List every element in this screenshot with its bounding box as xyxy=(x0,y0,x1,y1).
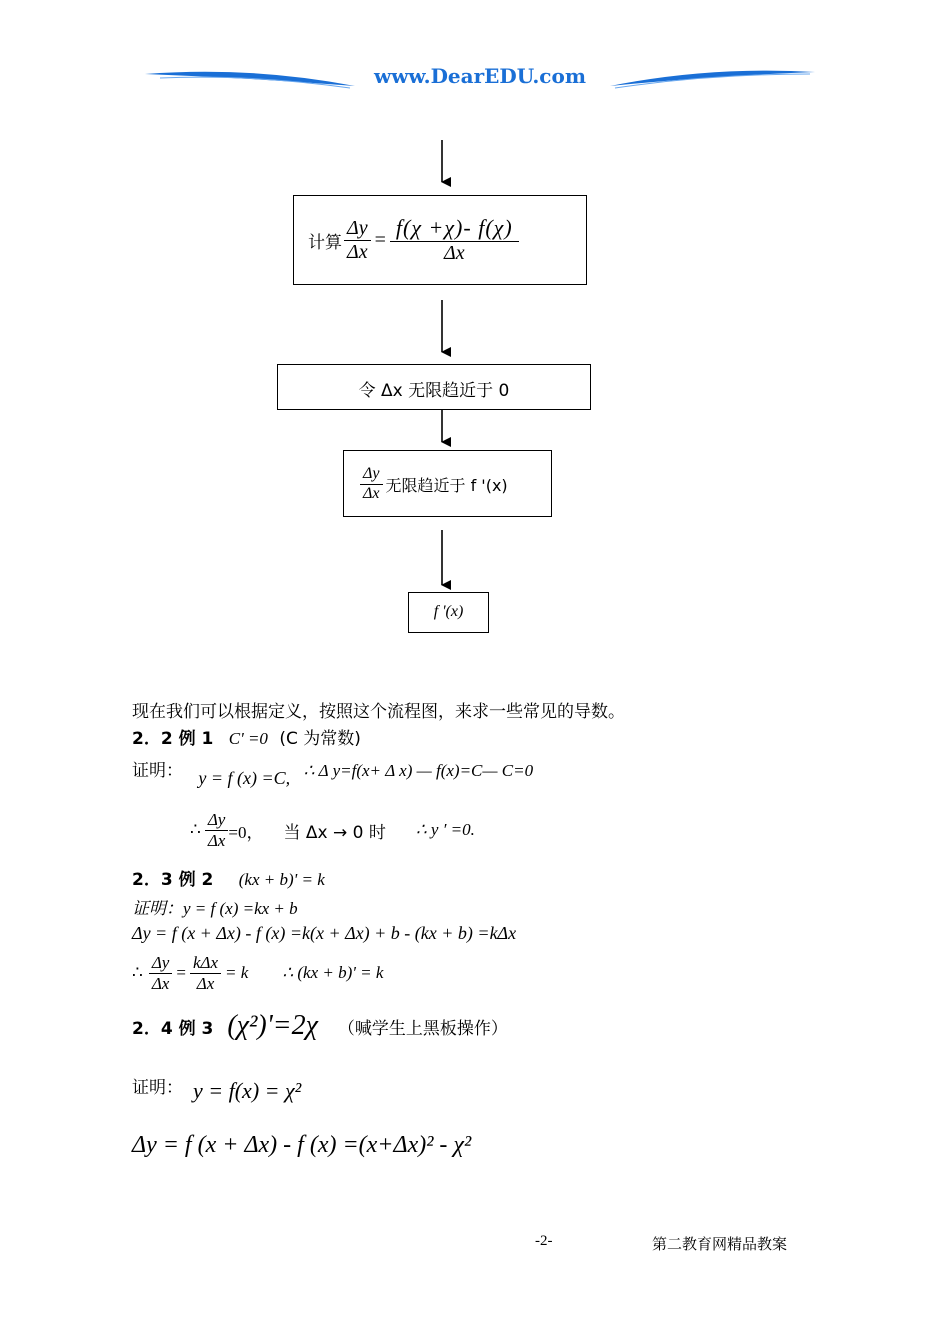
equals-sign: = xyxy=(374,228,386,251)
approach-text: 无限趋近于 f '(x) xyxy=(385,475,508,495)
fraction-ex1: $\frac{\Delta y}{\Delta x}$ xyxy=(205,810,229,850)
example-1-proof: 证明： y = f (x) =C, ∴ Δ y=f(x+ Δ x) — f(x)=C— C=0 xyxy=(132,761,534,788)
example-2-heading: 2．3 例 2 (kx + b)' = k xyxy=(132,870,325,890)
flow-box-approach xyxy=(343,450,552,517)
fraction-ex2-left: $\frac{\Delta y}{\Delta x}$ xyxy=(149,953,173,993)
fraction-ex2-right: $\frac{\text{kΔx}}{\Delta x}$ xyxy=(190,953,221,993)
example-1-conclusion: ∴ $\frac{\Delta y}{\Delta x}$ =0， 当 Δx → 0 时 ∴ y ′ =0. xyxy=(190,810,475,850)
example-2-proof: 证明：y = f (x) =kx + b xyxy=(132,899,298,918)
site-title[interactable]: www.DearEDU.com xyxy=(373,64,586,88)
page-number: -2- xyxy=(535,1233,553,1249)
example-3-delta: Δy = f (x + Δx) - f (x) =(x+Δx)² - χ² xyxy=(132,1132,472,1158)
compute-label: 计算 xyxy=(308,232,342,253)
intro-paragraph: 现在我们可以根据定义，按照这个流程图，来求一些常见的导数。 xyxy=(132,702,625,722)
example-2-delta: Δy = f (x + Δx) - f (x) =k(x + Δx) + b - (kx + b) =kΔx xyxy=(132,923,517,943)
flow-box-limit xyxy=(277,364,591,410)
footer-source: 第二教育网精品教案 xyxy=(652,1235,788,1253)
flow-box-result xyxy=(408,592,489,633)
example-2-conclusion: ∴ $\frac{\Delta y}{\Delta x}$ = $\frac{\text{kΔx}}{\Delta x}$ = k ∴ (kx + b)' = k xyxy=(132,953,384,993)
flow-box-compute xyxy=(293,195,587,285)
fraction-dy-dx-small: $\frac{\Delta y}{\Delta x}$ xyxy=(360,465,383,503)
example-1-heading: 2．2 例 1 C' =0 (C 为常数) xyxy=(132,729,361,749)
example-3-proof: 证明： y = f(x) = χ² xyxy=(132,1077,302,1103)
fraction-difference: $\frac{f(\chi +\chi)- f(\chi)}{\Delta x}$ xyxy=(390,215,519,264)
limit-text: 令 Δx 无限趋近于 0 xyxy=(358,381,510,401)
example-3-heading: 2．4 例 3 (χ²)'=2χ （喊学生上黑板操作） xyxy=(132,1010,508,1041)
fraction-dy-dx: $\frac{\Delta y}{\Delta x}$ xyxy=(344,217,371,264)
result-text: f '(x) xyxy=(433,603,464,620)
